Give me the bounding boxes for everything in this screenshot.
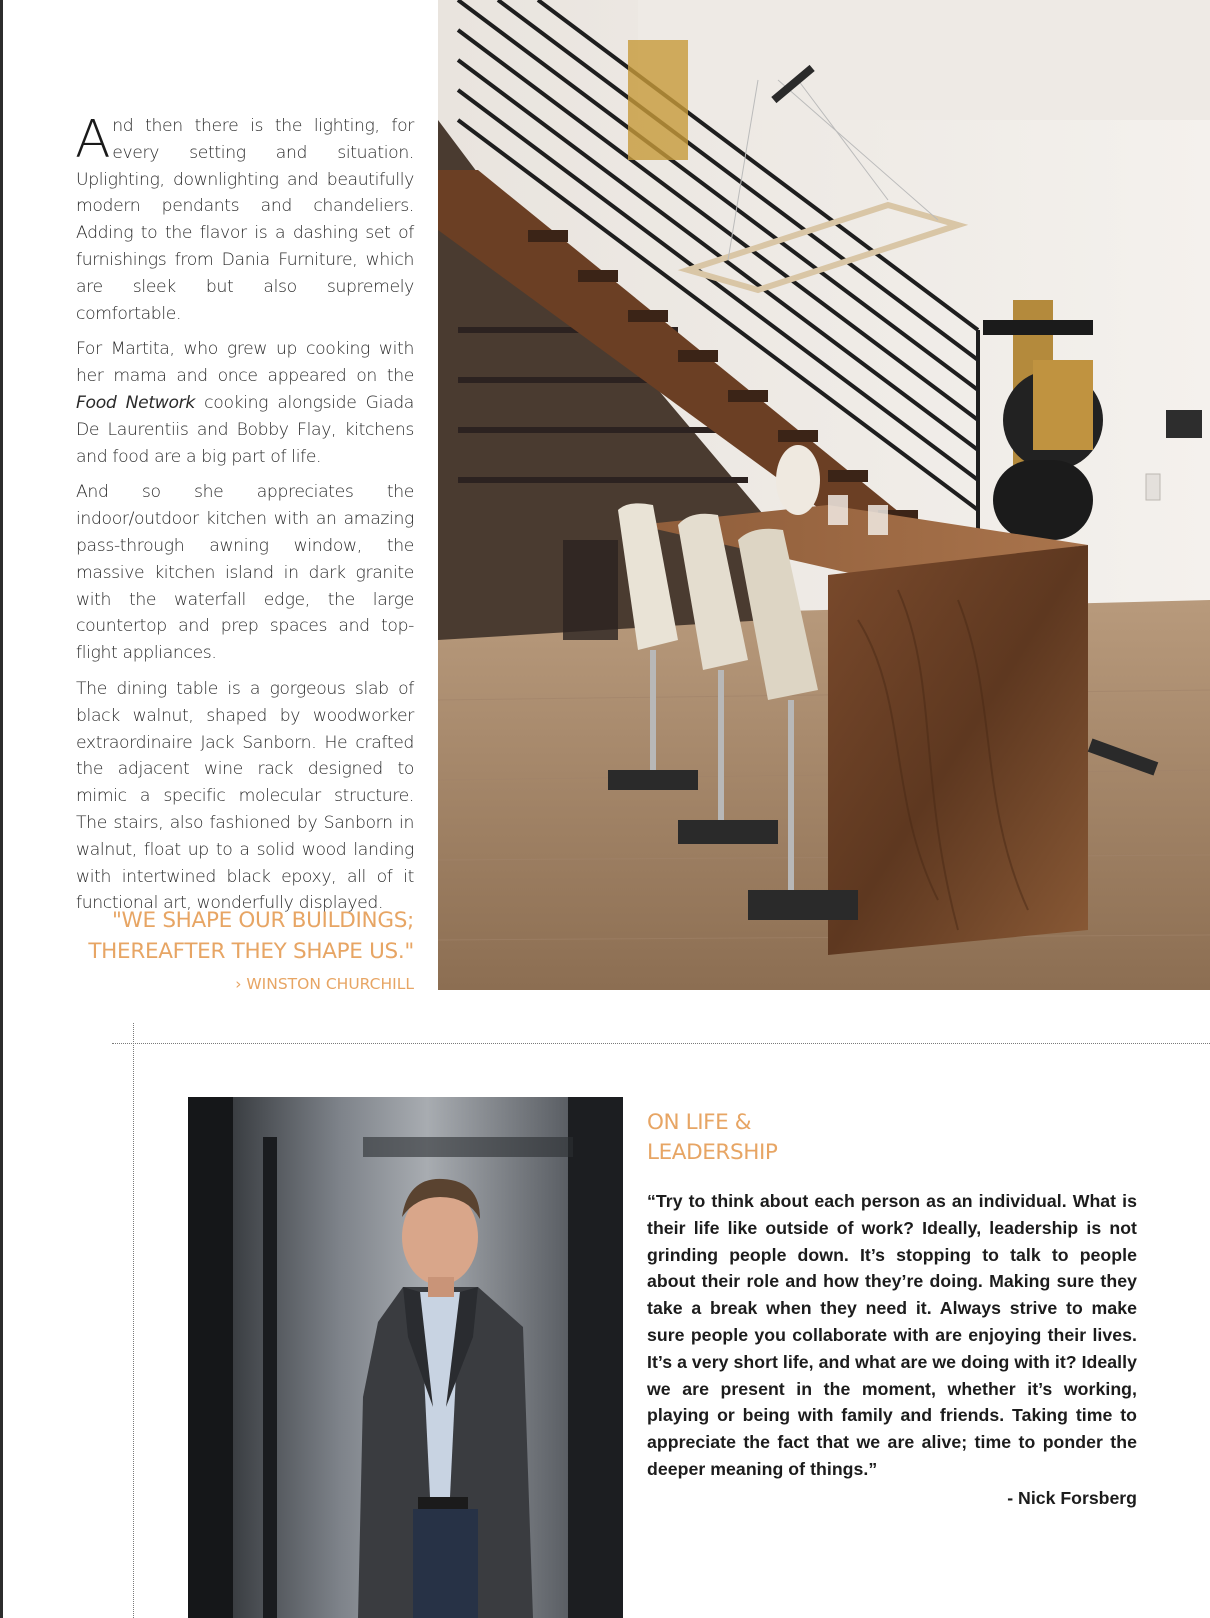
article-paragraph-1 [75,110,414,327]
dotted-divider-horizontal [112,1043,1210,1044]
portrait-photo-nick-forsberg [188,1097,623,1618]
paragraph-2-text-a: For Martita, who grew up cooking with her mama and once appeared on the [76,339,414,387]
leadership-sidebar [647,1108,1137,1511]
leadership-heading-line-2: LEADERSHIP [647,1140,778,1165]
page-edge-rule [0,0,3,1618]
leadership-quote-author: - Nick Forsberg [1007,1487,1137,1508]
pull-quote-line-2: THEREAFTER THEY SHAPE US." [88,939,414,964]
dotted-divider-vertical [133,1023,134,1618]
paragraph-1-text: nd then there is the lighting, for every setting and situation. Uplighting, downlighting and beautifully modern pendants and chandeliers. Adding to the flavor is a dashing set of furnishings from Dania Furniture, which are sleek but also supremely comfortable. [76,116,414,324]
article-paragraph-2 [76,336,414,470]
kitchen-staircase-photo [438,0,1210,990]
article-paragraph-4: The dining table is a gorgeous slab of black walnut, shaped by woodworker extraordinaire Jack Sanborn. He crafted the adjacent wine rack designed to mimic a specific molecular structure. The stairs, also fashioned by Sanborn in walnut, float up to a solid wood landing with intertwined black epoxy, all of it functional art, wonderfully displayed. [76,678,414,914]
leadership-quote: “Try to think about each person as an individual. What is their life like outside of work? Ideally, leadership is not grinding people down. It’s stopping to talk to people about their role and how they’re doing. Making sure they take a break when they need it. Always strive to make sure people you collaborate with are enjoying their lives. It’s a very short life, and what are we doing with it? Ideally we are present in the moment, whether it’s working, playing or being with family and friends. Taking time to appreciate the fact that we are alive; time to ponder the deeper meaning of things.” [647,1191,1137,1479]
paragraph-2-text-b: cooking alongside Giada De Laurentiis and Bobby Flay, kitchens and food are a big part of life. [76,392,414,467]
leadership-heading [647,1108,847,1168]
pull-quote-attribution: › WINSTON CHURCHILL [235,975,414,993]
pull-quote-line-1: "WE SHAPE OUR BUILDINGS; [111,908,414,933]
paragraph-2-italic: Food Network [76,392,195,413]
article-paragraph-3: And so she appreciates the indoor/outdoor kitchen with an amazing pass-through awning window, the massive kitchen island in dark granite with the waterfall edge, the large countertop and prep spaces and top-flight appliances. [76,482,414,664]
leadership-heading-line-1: ON LIFE & [647,1110,752,1135]
article-body [75,110,414,926]
drop-cap: A [75,110,111,170]
pull-quote [60,905,414,997]
